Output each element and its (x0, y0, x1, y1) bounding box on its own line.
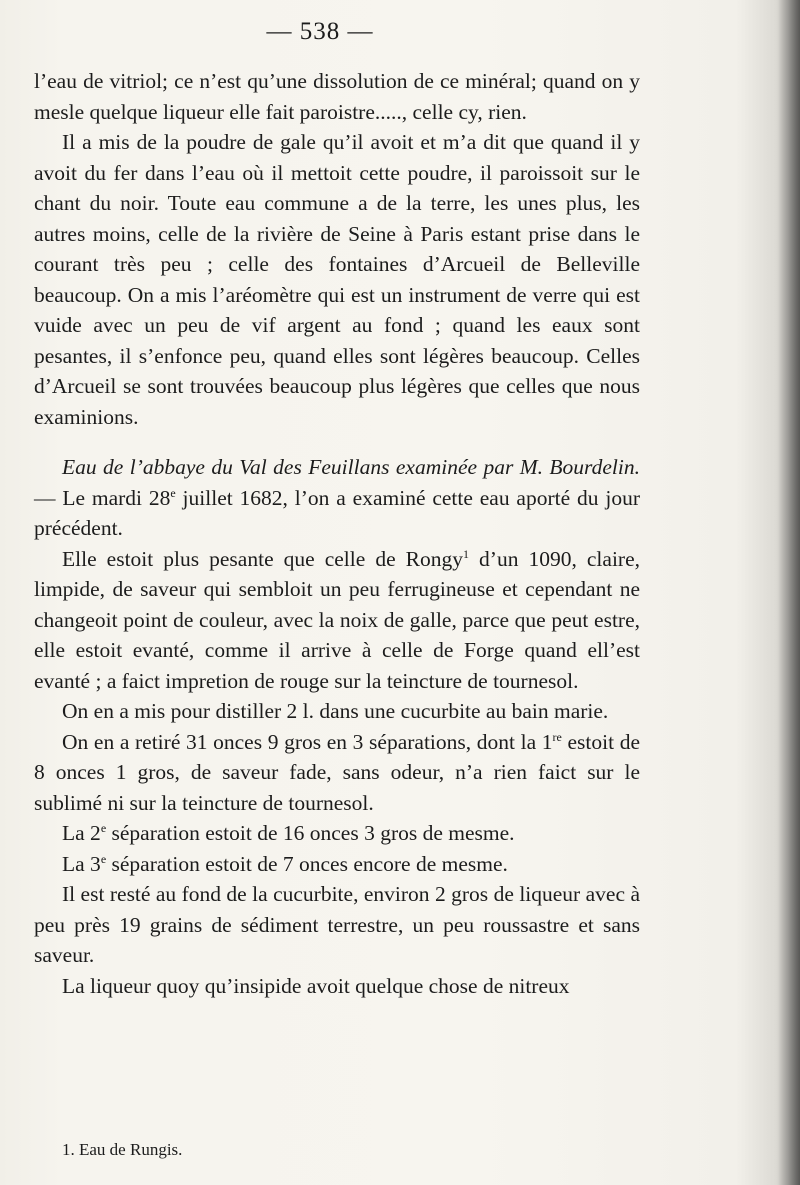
paragraph: l’eau de vitriol; ce n’est qu’une dissolution de ce minéral; quand on y mesle quelque liqueur elle fait paroistre....., celle cy, rien. (34, 69, 640, 124)
paragraph-text: séparation estoit de 7 onces encore de mesme. (106, 851, 508, 876)
paragraph-text: Elle estoit plus pesante que celle de Rongy (62, 546, 463, 571)
paragraph: La liqueur quoy qu’insipide avoit quelque chose de nitreux (62, 973, 570, 998)
superscript: e (170, 485, 176, 500)
superscript: e (100, 851, 107, 866)
footnote: 1. Eau de Rungis. (62, 1140, 183, 1159)
superscript: e (100, 821, 107, 835)
page-edge-shadow (778, 0, 800, 1185)
paragraph (34, 849, 640, 880)
paragraph-text: séparation estoit de 16 onces 3 gros de mesme. (106, 821, 515, 845)
page-number: — 538 — (266, 18, 374, 45)
paragraph (34, 544, 640, 697)
paragraph-text: On en a retiré 31 onces 9 gros en 3 séparations, dont la 1 (62, 729, 553, 754)
paragraph-text: La 3 (62, 851, 101, 876)
superscript: re (552, 729, 562, 744)
paragraph-text: juillet 1682, l’on a examiné cette eau aporté du jour précédent. (34, 485, 640, 540)
footnote-marker: 1 (463, 546, 469, 561)
paragraph-text: La 2 (62, 821, 101, 845)
paragraph: On en a mis pour distiller 2 l. dans une cucurbite au bain marie. (62, 699, 609, 723)
paragraph (34, 727, 640, 819)
section-title: Eau de l’abbaye du Val des Feuillans examinée par M. Bourdelin. (62, 455, 640, 479)
paragraph: Il est resté au fond de la cucurbite, environ 2 gros de liqueur avec à peu près 19 grains de sédiment terrestre, un peu roussastre et sans saveur. (34, 882, 640, 967)
paragraph-text: — Le mardi 28 (34, 485, 171, 510)
paragraph: Il a mis de la poudre de gale qu’il avoit et m’a dit que quand il y avoit du fer dans l’eau où il mettoit cette poudre, il paroissoit sur le chant du noir. Toute eau commune a de la terre, les unes plus, les autres moins, celle de la rivière de Seine à Paris estant prise dans le courant très peu ; celle des fontaines d’Arcueil de Belleville beaucoup. On a mis l’aréomètre qui est un instrument de verre qui est vuide avec un peu de vif argent au fond ; quand les eaux sont pesantes, il s’enfonce peu, quand elles sont légères beaucoup. Celles d’Arcueil se sont trouvées beaucoup plus légères que celles que nous examinions. (34, 130, 640, 429)
paragraph (34, 818, 640, 849)
paragraph-text: estoit de 8 onces 1 gros, de saveur fade, sans odeur, n’a rien faict sur le sublimé ni sur la teincture de tournesol. (34, 729, 640, 815)
body-text (34, 66, 640, 1001)
section-heading-paragraph (34, 452, 640, 544)
paragraph-text: d’un 1090, claire, limpide, de saveur qui sembloit un peu ferrugineuse et cependant ne changeoit point de couleur, avec la noix de galle, parce que peut estre, elle estoit evanté, comme il arrive à celle de Forge quand ell’est evanté ; a faict impretion de rouge sur la teincture de tournesol. (34, 546, 640, 693)
